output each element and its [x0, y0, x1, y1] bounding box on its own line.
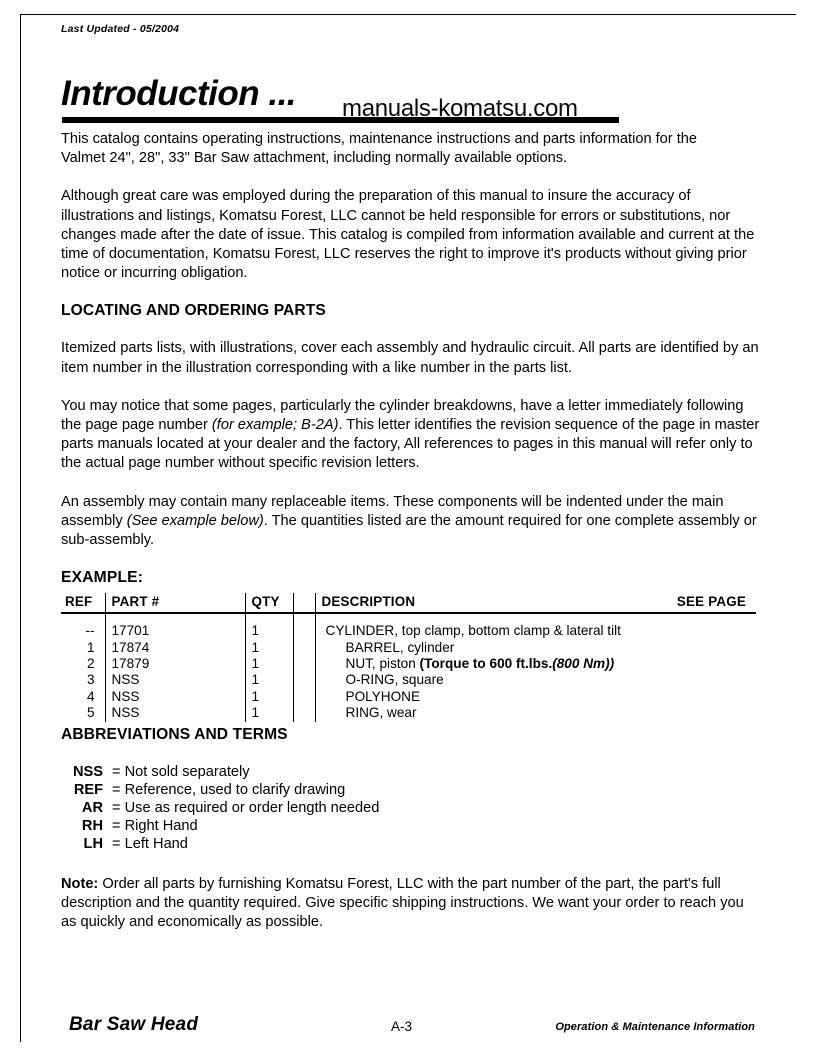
table-row: [61, 689, 756, 705]
cell-part: 17879: [105, 656, 245, 672]
footer-product-name: Bar Saw Head: [69, 1014, 199, 1035]
cell-description-bold: (Torque to 600 ft.lbs.: [419, 656, 553, 672]
paragraph-gap: [61, 550, 761, 569]
cell-spacer: [293, 672, 315, 688]
watermark-text: manuals-komatsu.com: [342, 95, 578, 122]
cell-ref: [61, 613, 105, 623]
intro-paragraph-2: Although great care was employed during the preparation of this manual to insure the accuracy of illustrations and listings, Komatsu Forest, LLC cannot be held responsible for errors or substitutions, nor changes made after the date of issue. This catalog is compiled from information available and current at the time of documentation, Komatsu Forest, LLC reserves the right to improve it's products without giving prior notice or incurring obligation.: [61, 188, 755, 282]
cell-description: [315, 672, 756, 688]
cell-description: [315, 623, 756, 639]
section-heading-abbreviations: ABBREVIATIONS AND TERMS: [61, 725, 288, 743]
cell-part: [105, 613, 245, 623]
cell-qty: [245, 613, 293, 623]
cell-description-text: RING, wear: [345, 705, 417, 721]
column-header-see-page: SEE PAGE: [676, 594, 746, 610]
paragraph-gap: [61, 744, 761, 763]
cell-description: [315, 640, 756, 656]
cell-description-bold-italic: (800 Nm)): [552, 656, 615, 672]
cell-ref: 3: [61, 672, 105, 688]
cell-ref: 2: [61, 656, 105, 672]
cell-spacer: [293, 689, 315, 705]
page-footer: [61, 1014, 776, 1044]
cell-description-text: BARREL, cylinder: [345, 639, 455, 655]
cell-description-text: POLYHONE: [345, 688, 421, 704]
abbreviation-item: [61, 835, 761, 853]
cell-part: 17874: [105, 640, 245, 656]
table-row: [61, 623, 756, 639]
abbreviation-item: [61, 781, 761, 799]
cell-spacer: [293, 640, 315, 656]
locating-paragraph-2-part-a: You may notice that some pages, particularly the cylinder breakdowns, have a letter immediately following the page page number: [61, 397, 744, 434]
column-header-qty: QTY: [245, 593, 293, 613]
cell-description: [315, 689, 756, 705]
paragraph-gap: [61, 168, 761, 187]
cell-ref: 4: [61, 689, 105, 705]
column-header-ref: REF: [61, 593, 105, 613]
locating-paragraph-3-part-b: . The quantities listed are the amount required for one complete assembly or sub-assembly.: [61, 512, 757, 549]
paragraph-gap: [61, 853, 761, 875]
intro-paragraph-1-line-2: Valmet 24", 28", 33" Bar Saw attachment, including normally available options.: [61, 150, 568, 167]
locating-paragraph-3-see-example: (See example below): [126, 512, 264, 529]
abbreviation-definition: = Use as required or order length needed: [108, 799, 380, 816]
abbreviation-term: NSS: [72, 763, 103, 780]
locating-paragraph-3: [61, 493, 761, 551]
parts-table-body: [61, 613, 756, 721]
abbreviation-definition: = Left Hand: [108, 835, 188, 852]
intro-paragraph-1-line-1: This catalog contains operating instructions, maintenance instructions and parts information for the: [61, 131, 697, 147]
locating-paragraph-2-example: (for example; B-2A): [211, 417, 339, 434]
cell-qty: 1: [245, 689, 293, 705]
cell-qty: 1: [245, 705, 293, 721]
example-label: EXAMPLE:: [61, 569, 144, 587]
cell-description-text: O-RING, square: [345, 672, 444, 688]
paragraph-gap: [61, 378, 761, 397]
intro-paragraph-1: [61, 130, 761, 168]
cell-part: 17701: [105, 623, 245, 639]
table-row: [61, 656, 756, 672]
abbreviation-item: [61, 763, 761, 781]
column-header-description-label: DESCRIPTION: [321, 594, 416, 610]
abbreviation-item: [61, 799, 761, 817]
paragraph-gap: [61, 283, 761, 302]
cell-qty: 1: [245, 656, 293, 672]
paragraph-gap: [61, 474, 761, 493]
abbreviation-definition: = Reference, used to clarify drawing: [108, 781, 346, 798]
page-content: [61, 74, 761, 932]
cell-description-text: NUT, piston (Torque to 600 ft.lbs.(800 Nm)): [345, 656, 615, 672]
cell-part: NSS: [105, 705, 245, 721]
page-border-top: [20, 14, 796, 15]
abbreviation-definition: = Right Hand: [108, 817, 198, 834]
cell-ref: 5: [61, 705, 105, 721]
table-header-row: [61, 593, 756, 613]
footer-page-number: A-3: [391, 1019, 413, 1034]
cell-ref: --: [61, 623, 105, 639]
cell-part: NSS: [105, 689, 245, 705]
cell-qty: 1: [245, 640, 293, 656]
locating-paragraph-3-part-a: An assembly may contain many replaceable items. These components will be indented under the main assembly: [61, 493, 724, 529]
page-title: Introduction ...: [61, 74, 297, 113]
cell-spacer: [293, 623, 315, 639]
column-header-part: PART #: [105, 593, 245, 613]
table-row: [61, 640, 756, 656]
column-header-description: [315, 593, 756, 613]
locating-paragraph-2-part-b: . This letter identifies the revision sequence of the page in master parts manuals located at your dealer and the factory, All references to pages in this manual will refer only to the actual page number without specific revision letters.: [61, 417, 760, 472]
cell-qty: 1: [245, 672, 293, 688]
locating-paragraph-1: Itemized parts lists, with illustrations, cover each assembly and hydraulic circuit. All parts are identified by an item number in the illustration corresponding with a like number in the parts list.: [61, 340, 759, 376]
abbreviation-item: [61, 817, 761, 835]
note-paragraph: [61, 875, 761, 933]
cell-spacer: [293, 705, 315, 721]
parts-table-header: [61, 593, 756, 613]
cell-description: [315, 613, 756, 623]
cell-ref: 1: [61, 640, 105, 656]
cell-spacer: [293, 656, 315, 672]
cell-description: [315, 656, 756, 672]
locating-paragraph-2: [61, 397, 761, 474]
last-updated-label: Last Updated - 05/2004: [61, 23, 180, 35]
column-header-spacer: [293, 593, 315, 613]
cell-part: NSS: [105, 672, 245, 688]
abbreviation-term: RH: [81, 817, 103, 834]
parts-example-table: [61, 593, 756, 721]
abbreviation-definition: = Not sold separately: [108, 763, 250, 780]
table-row: [61, 705, 756, 721]
footer-document-type: Operation & Maintenance Information: [555, 1021, 755, 1033]
abbreviation-term: LH: [83, 835, 103, 852]
note-label: Note:: [61, 875, 99, 892]
cell-description: [315, 705, 756, 721]
paragraph-gap: [61, 320, 761, 339]
title-block: [61, 74, 761, 130]
abbreviations-list: [61, 763, 761, 853]
cell-qty: 1: [245, 623, 293, 639]
cell-description-text: CYLINDER, top clamp, bottom clamp & lateral tilt: [325, 623, 621, 639]
section-heading-locating: LOCATING AND ORDERING PARTS: [61, 302, 326, 320]
note-text: Order all parts by furnishing Komatsu Forest, LLC with the part number of the part, the part's full description and the quantity required. Give specific shipping instructions. We want your order to reach you as quickly and economically as possible.: [61, 875, 744, 931]
abbreviation-term: REF: [73, 781, 103, 798]
page-border-left: [20, 14, 21, 1042]
cell-spacer: [293, 613, 315, 623]
table-spacer-row: [61, 613, 756, 623]
table-row: [61, 672, 756, 688]
abbreviation-term: AR: [81, 799, 103, 816]
